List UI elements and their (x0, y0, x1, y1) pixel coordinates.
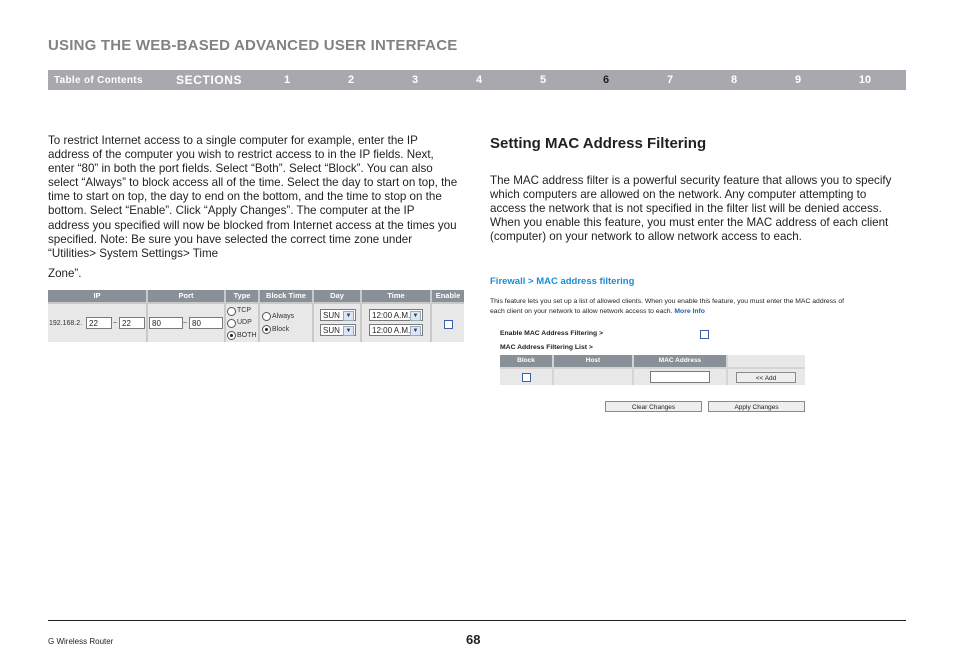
always-radio[interactable] (262, 312, 271, 321)
client-ip-filter-table (48, 290, 464, 342)
ip-cell (48, 304, 146, 342)
ip-prefix: 192.168.2. (49, 320, 83, 327)
time-end-select[interactable] (369, 324, 423, 336)
day-end-select[interactable] (320, 324, 356, 336)
chevron-down-icon: ▼ (410, 326, 421, 336)
header-spacer (728, 355, 805, 367)
left-body-text (48, 134, 458, 281)
footer-divider (48, 620, 906, 621)
firewall-breadcrumb: Firewall > MAC address filtering (490, 276, 635, 287)
nav-section-2[interactable]: 2 (347, 74, 355, 86)
nav-section-8[interactable]: 8 (730, 74, 738, 86)
time-cell (362, 304, 430, 342)
mac-filter-list-label: MAC Address Filtering List > (500, 344, 593, 351)
tcp-radio[interactable] (227, 307, 236, 316)
sections-label: SECTIONS (176, 73, 243, 87)
day-cell (314, 304, 360, 342)
firewall-description (490, 297, 850, 317)
port-start-input[interactable]: 80 (149, 317, 183, 329)
port-end-input[interactable]: 80 (189, 317, 223, 329)
block-cell (500, 369, 552, 385)
block-time-cell (260, 304, 312, 342)
enable-mac-filter-checkbox[interactable] (700, 330, 709, 339)
table-of-contents-link[interactable]: Table of Contents (54, 75, 143, 86)
day-start-value: SUN (323, 311, 340, 320)
left-paragraph-end: Zone”. (48, 266, 82, 280)
both-label: BOTH (237, 332, 257, 339)
chevron-down-icon: ▼ (343, 311, 354, 321)
header-day: Day (314, 290, 360, 302)
time-start-value: 12:00 A.M. (372, 311, 411, 320)
udp-label: UDP (237, 319, 252, 326)
footer-product-name: G Wireless Router (48, 637, 114, 646)
apply-changes-button[interactable]: Apply Changes (708, 401, 805, 412)
block-radio[interactable] (262, 325, 271, 334)
host-cell (554, 369, 632, 385)
add-button[interactable]: << Add (736, 372, 796, 383)
header-port: Port (148, 290, 224, 302)
mac-address-input[interactable] (650, 371, 710, 383)
mac-cell (634, 369, 726, 385)
nav-section-6[interactable]: 6 (602, 74, 610, 86)
tcp-label: TCP (237, 307, 251, 314)
day-start-select[interactable] (320, 309, 356, 321)
section-heading: Setting MAC Address Filtering (490, 135, 707, 152)
nav-section-7[interactable]: 7 (666, 74, 674, 86)
header-ip: IP (48, 290, 146, 302)
nav-section-9[interactable]: 9 (794, 74, 802, 86)
ip-tilde: ~ (113, 320, 118, 327)
mac-filter-table (500, 355, 805, 385)
udp-radio[interactable] (227, 319, 236, 328)
firewall-desc-text: This feature lets you set up a list of allowed clients. When you enable this feature, you must enter the MAC address of each client on your network to allow network access to each. (490, 298, 844, 315)
day-end-value: SUN (323, 326, 340, 335)
header-block-time: Block Time (260, 290, 312, 302)
block-label: Block (272, 326, 290, 333)
page-number: 68 (466, 632, 481, 647)
port-tilde: ~ (183, 320, 188, 327)
header-type: Type (226, 290, 258, 302)
header-time: Time (362, 290, 430, 302)
header-enable: Enable (432, 290, 464, 302)
always-label: Always (272, 313, 295, 320)
left-paragraph: To restrict Internet access to a single computer for example, enter the IP address of the computer you wish to restrict access to in the IP fields. Next, enter “80” in both the port fields. Select “Both”. Select “Block”. You can also select “Always” to block access all of the time. Select the day to start on top, the time to start on top, the day to end on the bottom, and the time to stop on the bottom. Select “Enable”. Click “Apply Changes”. The computer at the IP address you specified will now be blocked from Internet access at the times you specified. Note: Be sure you have selected the correct time zone under “Utilities> System Settings> Time (48, 134, 458, 260)
header-mac-address: MAC Address (634, 355, 726, 367)
type-cell (226, 304, 258, 342)
enable-checkbox[interactable] (444, 320, 453, 329)
section-nav-bar (48, 70, 906, 90)
ip-end-input[interactable]: 22 (119, 317, 145, 329)
nav-section-1[interactable]: 1 (283, 74, 291, 86)
header-host: Host (554, 355, 632, 367)
enable-cell (432, 304, 464, 342)
port-cell (148, 304, 224, 342)
both-radio[interactable] (227, 331, 236, 340)
header-block: Block (500, 355, 552, 367)
page-header-title: USING THE WEB-BASED ADVANCED USER INTERFACE (48, 37, 458, 54)
chevron-down-icon: ▼ (343, 326, 354, 336)
ip-start-input[interactable]: 22 (86, 317, 112, 329)
clear-changes-button[interactable]: Clear Changes (605, 401, 702, 412)
add-cell (728, 369, 805, 385)
mac-block-checkbox[interactable] (522, 373, 531, 382)
nav-section-4[interactable]: 4 (475, 74, 483, 86)
right-paragraph: The MAC address filter is a powerful security feature that allows you to specify which computers are allowed on the network. Any computer attempting to access the network that is not specified in the filter list will be denied access. When you enable this feature, you must enter the MAC address of each client (computer) on your network to allow network access to each. (490, 174, 892, 244)
nav-section-5[interactable]: 5 (539, 74, 547, 86)
time-end-value: 12:00 A.M. (372, 326, 411, 335)
nav-section-10[interactable]: 10 (858, 74, 872, 86)
more-info-link[interactable]: More Info (674, 308, 705, 315)
time-start-select[interactable] (369, 309, 423, 321)
enable-mac-filter-label: Enable MAC Address Filtering > (500, 330, 604, 337)
chevron-down-icon: ▼ (410, 311, 421, 321)
nav-section-3[interactable]: 3 (411, 74, 419, 86)
